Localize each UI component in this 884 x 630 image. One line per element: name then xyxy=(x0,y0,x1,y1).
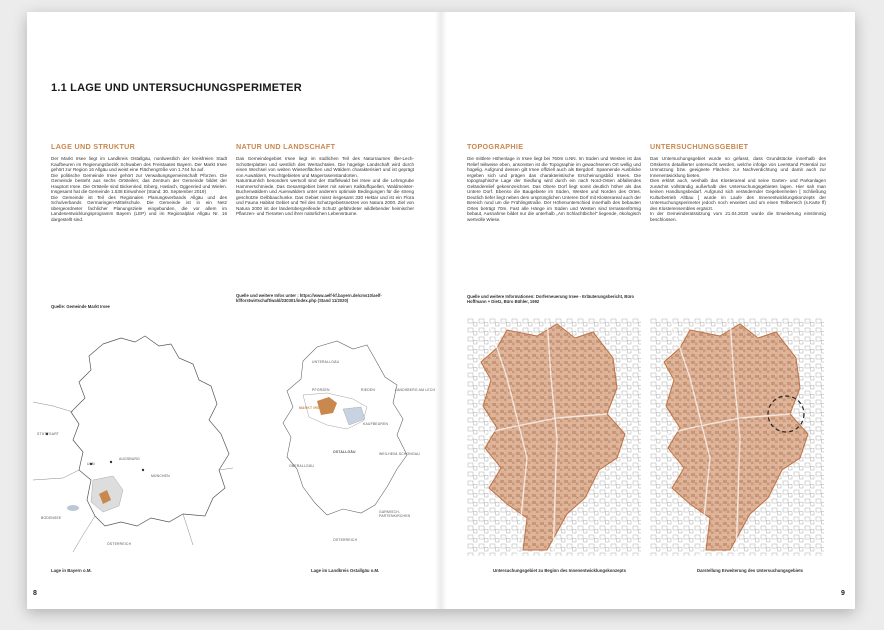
label-oberallgaeu: OBERALLGÄU xyxy=(289,464,314,468)
paragraph: Die Gemeinde ist Teil des Regionalen Planungsverbands Allgäu und des Schulverbands Germaringen-Mittelschule. Die Gemeinde ist in ein Netz übergeordneter fachlicher Planungsziele eingebunden, die vor allem im Landesentwicklungsprogramm Bayern (LEP) und im Regionalplan Allgäu Nr. 16 dargestellt sind. xyxy=(51,194,227,223)
source-topographie: Quelle und weitere Informationen: Dorferneuerung Irsee - Erläuterungsbericht, Büro Hoffmann + Dietz, Büro Bühler, 1992 xyxy=(467,294,635,304)
paragraph: Der Markt Irsee liegt im Landkreis Ostallgäu, nordwestlich der kreisfreien Stadt Kaufbeuren im Regierungsbezirk Schwaben des Freistaates Bayern. Der Markt Irsee gehört zur Region 16 Allgäu und weist eine Flächengröße von 1.744 ha auf. xyxy=(51,156,227,173)
paragraph: Das Gemeindegebiet Irsee liegt im südlichen Teil des Naturraumes Iller-Lech-Schotterplatten und westlich des Wertachtales. Die hügelige Landschaft wird durch einen Wechsel von weiten Wiesenflächen und Wäldern charakterisiert und ist geprägt von Auwäldern, Feuchtgebieten und Magerrasenstandorten. xyxy=(236,156,414,178)
book-spread xyxy=(27,12,855,609)
source-lage: Quelle: Gemeinde Markt Irsee xyxy=(51,304,110,309)
paragraph: In der Gemeinderatssitzung vom 21.04.2020 wurde die Erweiterung einstimmig beschlossen. xyxy=(650,211,826,223)
book-gutter xyxy=(435,12,447,609)
caption-erweiterung: Darstellung Erweiterung des Untersuchungsgebiets xyxy=(697,568,804,573)
text-untersuchungsgebiet xyxy=(650,156,826,223)
label-markt-irsee: MARKT IRSEE xyxy=(299,406,325,410)
text-lage xyxy=(51,156,227,223)
plan-initial-perimeter xyxy=(467,318,641,556)
text-natur xyxy=(236,156,414,217)
bavaria-map xyxy=(33,330,233,560)
label-oesterreich-1: ÖSTERREICH xyxy=(107,542,132,546)
label-ulm: ULM xyxy=(87,462,95,466)
label-muenchen: MÜNCHEN xyxy=(151,474,170,478)
right-page xyxy=(441,12,855,609)
label-landsberg: LANDSBERG AM LECH xyxy=(395,388,436,392)
chapter-title: 1.1 LAGE UND UNTERSUCHUNGSPERIMETER xyxy=(51,82,302,94)
heading-natur: NATUR UND LANDSCHAFT xyxy=(236,142,336,151)
paragraph: Die politische Gemeinde Irsee gehört zur Verwaltungsgemeinschaft Pforzen. Die Gemeinde besteht aus sechs Ortsteilen; das Zentrum der Gemeinde bildet der Hauptort Irsee. Die Ortsteile sind Bickenried, Eiberg, Haslach, Oggenried und Wielen. Insgesamt hat die Gemeinde 1.538 Einwohner (Stand: 30. September 2019) xyxy=(51,172,227,195)
page-number-left: 8 xyxy=(33,590,37,597)
source-natur: Quelle und weitere Infos unter : https://www.aelf-kf.bayern.de/cms10/aelf-kf/forstwirtschaft/wald/230301/index.php (Stand 11/2020) xyxy=(236,293,382,303)
paragraph: Die mittlere Höhenlage in Irsee liegt bei 760m ü.NN. Im Süden und Westen ist das Relief teilweise eben, ansonsten ist die Topographie im gewachsenen Ort wellig und hügelig. Aufgrund dessen gilt Irsee offiziell auch als Bergdorf. Spannende Ausblicke ergeben sich und prägen das charakteristische Erscheinungsbild Irsees. Die topographische Lage der Siedlung wird durch ein nach Nord-Osten abfallendes Geländerelief gekennzeichnet. Das Obere Dorf liegt somit deutlich höher als das Untere Dorf. Ebenso die Baugebiete im Süden, Westen und Norden des Ortes. Deutlich tiefer liegt neben dem ursprünglichen Unteren Dorf mit Klosterareal auch der Bereich rund um die Frühlingstraße. Der Höhenunterschied innerhalb des bebauten Ortes beträgt 70m. Fast alle Hänge im Süden und Westen sind terrassenförmig bebaut, Ausnahme bildet nur die unterhalb „Am Schlachtbichel" liegende, ökologisch wertvolle Wiese. xyxy=(467,156,641,223)
caption-bayern: Lage in Bayern o.M. xyxy=(51,568,92,573)
paragraph: Naturräumlich besonders wertvoll sind der Staffelwald bei Irsee und die Lehmgrube Hammerschmiede. Das Gesamtgebiet bietet mit seinen Kalktuffquellen, Waldmeister-Buchenwäldern und Auenwäldern unter anderem optimale Bedingungen für die streng geschützte Gelbbauchunke. Das Gebiet misst insgesamt 330 Hektar und ist ein Flora und Fauna Habitat Gebiet und Teil des Schutzgebietsnetzes von Natura 2000. Ziel von Natura 2000 ist der länderübergreifende Schutz gefährdeter wildlebender heimischer Pflanzen- und Tierarten und ihrer natürlichen Lebensräume. xyxy=(236,178,414,217)
label-oesterreich-2: ÖSTERREICH xyxy=(333,538,358,542)
heading-untersuchungsgebiet: UNTERSUCHUNGSGEBIET xyxy=(650,142,749,151)
label-garmisch: GARMISCH-PARTENKIRCHEN xyxy=(379,510,411,518)
label-stuttgart: STUTTGART xyxy=(37,432,60,436)
paragraph: Dies erklärt auch, weshalb das Klosterareal und seine Garten- und Parkanlagen zunächst vollständig außerhalb des Untersuchungsgebietes lagen. Hier sah man keinen Handlungsbedarf. Aufgrund sich verändernder Gegebenheiten [ Schließung Kulturbetrieb Altbau ] wurde im Laufe des Innenentwicklungskonzepts der Untersuchungsperimeter jedoch noch erweitert und um einen Teilbereich (s.Karte ff) des Klosterensembles ergänzt. xyxy=(650,178,826,211)
label-weilheim: WEILHEIM-SCHONGAU xyxy=(379,452,420,456)
caption-untersuchungsgebiet: Untersuchungsgebiet zu Beginn des Innenentwicklungskonzepts xyxy=(493,568,626,573)
page-number-right: 9 xyxy=(841,590,845,597)
label-kaufbeuren: KAUFBEUREN xyxy=(363,422,389,426)
heading-lage: LAGE UND STRUKTUR xyxy=(51,142,136,151)
plan-extended-perimeter xyxy=(650,318,824,556)
label-augsburg: AUGSBURG xyxy=(119,457,141,461)
paragraph: Das Untersuchungsgebiet wurde so gefasst, dass Grundstücke innerhalb des Ortskerns detaillierter untersucht werden, welche infolge von Leerstand Potential zur Umnutzung bzw. geeignete Flächen zur Nachverdichtung und damit auch zur Innenentwicklung bieten. xyxy=(650,156,826,178)
label-ostallgaeu: OSTALLGÄU xyxy=(333,450,356,454)
label-unterallgaeu: UNTERALLGÄU xyxy=(312,360,340,364)
label-rieden: RIEDEN xyxy=(361,388,376,392)
label-bodensee: BODENSEE xyxy=(41,516,62,520)
caption-ostallgaeu: Lage im Landkreis Ostallgäu o.M. xyxy=(311,568,380,573)
text-topographie xyxy=(467,156,641,223)
left-page xyxy=(27,12,441,609)
heading-topographie: TOPOGRAPHIE xyxy=(467,142,524,151)
label-pforzen: PFORZEN xyxy=(312,388,330,392)
